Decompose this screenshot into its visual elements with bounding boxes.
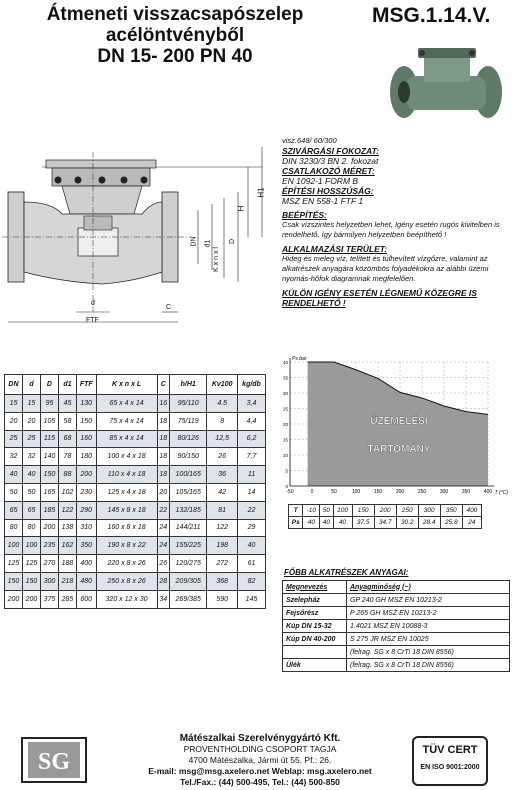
table-row: [5, 537, 266, 555]
table-cell: 105/165: [170, 483, 207, 501]
column-header: Kv100: [207, 375, 238, 395]
y-tick-label: 0: [285, 484, 288, 489]
table-cell: 40: [22, 466, 40, 484]
table-cell: 269/385: [170, 590, 207, 608]
table-cell: 95: [40, 395, 58, 413]
column-header: d: [22, 375, 40, 395]
product-code: MSG.1.14.V.: [372, 4, 491, 27]
table-cell: 65: [22, 501, 40, 519]
table-cell: GP 240 GH MSZ EN 10213-2: [347, 594, 510, 607]
table-cell: 600: [76, 590, 96, 608]
group-name: PROVENTHOLDING CSOPORT TAGJA: [183, 744, 337, 754]
table-cell: 26: [207, 448, 238, 466]
materials-table: [282, 580, 510, 672]
label-kxnxl: K x n x l: [212, 247, 220, 272]
table-cell: 100: [333, 505, 352, 517]
table-cell: 272: [207, 555, 238, 573]
table-cell: 15: [5, 395, 23, 413]
table-cell: 29: [238, 519, 266, 537]
table-cell: 95/110: [170, 395, 207, 413]
address: 4700 Mátészalka, Jármi út 55. Pf.: 26.: [188, 755, 332, 765]
x-tick-label: 200: [395, 489, 405, 495]
table-row: [283, 659, 510, 672]
column-header: kg/db: [238, 375, 266, 395]
table-cell: 58: [58, 412, 76, 430]
table-row: [289, 505, 482, 517]
table-cell: 100/165: [170, 466, 207, 484]
table-cell: 122: [207, 519, 238, 537]
label-h: H: [236, 205, 246, 212]
table-row: [5, 448, 266, 466]
table-cell: 200: [40, 519, 58, 537]
table-cell: Ülék: [283, 659, 347, 672]
table-cell: 120/275: [170, 555, 207, 573]
table-cell: 144/211: [170, 519, 207, 537]
table-row: [283, 607, 510, 620]
table-cell: 65 x 4 x 14: [96, 395, 157, 413]
table-cell: 145 x 8 x 18: [96, 501, 157, 519]
table-cell: 209/305: [170, 572, 207, 590]
table-cell: 300: [418, 505, 440, 517]
table-row: [5, 501, 266, 519]
table-cell: 50: [320, 505, 333, 517]
spec-item: SZIVÁRGÁSI FOKOZAT: DIN 3230/3 BN 2. fokozat: [282, 146, 379, 166]
table-cell: 125: [22, 555, 40, 573]
materials-header: Megnevezés Anyagminőség (~): [283, 581, 510, 594]
table-cell: 188: [58, 555, 76, 573]
table-cell: 85 x 4 x 14: [96, 430, 157, 448]
column-header: d1: [58, 375, 76, 395]
table-cell: 200: [374, 505, 396, 517]
table-cell: Fejsőrész: [283, 607, 347, 620]
table-row: [5, 430, 266, 448]
label-c: C: [166, 304, 172, 311]
table-cell: 20: [5, 412, 23, 430]
label-d1: d1: [204, 239, 212, 248]
table-cell: 80/126: [170, 430, 207, 448]
table-cell: 75/119: [170, 412, 207, 430]
table-cell: 285: [58, 590, 76, 608]
table-cell: 160: [76, 430, 96, 448]
table-cell: 270: [40, 555, 58, 573]
table-header-row: [5, 375, 266, 395]
table-cell: 18: [157, 412, 169, 430]
column-header: D: [40, 375, 58, 395]
pressure-temperature-chart: [282, 352, 510, 502]
table-cell: 190 x 8 x 22: [96, 537, 157, 555]
x-tick-label: 400: [483, 489, 493, 495]
table-row: [283, 594, 510, 607]
table-cell: 198: [207, 537, 238, 555]
dimensions-table: [4, 374, 266, 609]
iso-text: EN ISO 9001:2000: [420, 764, 480, 771]
table-cell: 290: [76, 501, 96, 519]
x-tick-label: 100: [351, 489, 361, 495]
table-cell: 80: [22, 519, 40, 537]
table-cell: 32: [22, 448, 40, 466]
table-cell: 68: [58, 430, 76, 448]
table-cell: 25.8: [440, 517, 462, 529]
table-cell: 20: [157, 483, 169, 501]
column-header: K x n x L: [96, 375, 157, 395]
spec-block: [282, 136, 508, 308]
table-cell: 300: [40, 572, 58, 590]
tuv-cert-badge: [412, 736, 488, 786]
cert-text: TÜV CERT: [422, 744, 478, 756]
table-cell: 400: [462, 505, 481, 517]
table-cell: 90/150: [170, 448, 207, 466]
y-tick-label: 35: [282, 375, 288, 381]
table-cell: 180: [76, 448, 96, 466]
table-cell: 250 x 8 x 26: [96, 572, 157, 590]
table-cell: 132/185: [170, 501, 207, 519]
table-row: [5, 572, 266, 590]
table-row: [5, 590, 266, 608]
table-cell: 150: [5, 572, 23, 590]
table-cell: 22: [238, 501, 266, 519]
table-cell: 115: [40, 430, 58, 448]
materials-title: FŐBB ALKATRÉSZEK ANYAGAI:: [284, 568, 409, 577]
table-cell: 82: [238, 572, 266, 590]
table-cell: [283, 646, 347, 659]
label-dn: DN: [190, 236, 198, 247]
table-cell: Kúp DN 40-200: [283, 633, 347, 646]
table-cell: 20: [22, 412, 40, 430]
table-row: [5, 555, 266, 573]
table-cell: 30.2: [396, 517, 418, 529]
company-name: Mátészalkai Szerelvénygyártó Kft.: [179, 733, 341, 744]
y-axis-label: Ps bar: [292, 356, 307, 362]
table-cell: 6,2: [238, 430, 266, 448]
table-cell: 155/225: [170, 537, 207, 555]
table-cell: 40: [320, 517, 333, 529]
y-tick-label: 10: [282, 453, 288, 458]
table-cell: 125: [5, 555, 23, 573]
x-tick-label: 250: [417, 489, 427, 495]
x-tick-label: 350: [461, 489, 471, 495]
company-logo: [20, 736, 88, 786]
table-row: [289, 517, 482, 529]
table-cell: Szelepház: [283, 594, 347, 607]
spec-item: ÉPÍTÉSI HOSSZÚSÁG: MSZ EN 558-1 FTF 1: [282, 186, 374, 206]
table-cell: 150: [40, 466, 58, 484]
table-cell: 40: [238, 537, 266, 555]
table-cell: 368: [207, 572, 238, 590]
table-cell: 34.7: [374, 517, 396, 529]
table-cell: 14: [238, 483, 266, 501]
table-cell: 138: [58, 519, 76, 537]
valve-photo: [384, 32, 508, 122]
table-cell: Kúp DN 15-32: [283, 620, 347, 633]
x-tick-label: 50: [331, 489, 337, 495]
table-row: [5, 412, 266, 430]
y-tick-label: 30: [282, 391, 288, 396]
y-tick-label: 15: [282, 437, 288, 443]
column-header: h/H1: [170, 375, 207, 395]
table-cell: 320 x 12 x 30: [96, 590, 157, 608]
table-cell: 140: [40, 448, 58, 466]
table-cell: 26: [157, 555, 169, 573]
table-cell: 200: [76, 466, 96, 484]
table-cell: 81: [207, 501, 238, 519]
table-cell: 235: [40, 537, 58, 555]
pressure-table: [288, 504, 482, 529]
table-cell: (felrag. SG x 8 CrTi 18 DIN 8556): [347, 646, 510, 659]
table-cell: 200: [5, 590, 23, 608]
valve-drawing: [2, 132, 274, 337]
x-tick-label: 0: [310, 489, 314, 495]
table-cell: 15: [22, 395, 40, 413]
table-cell: 78: [58, 448, 76, 466]
table-cell: 400: [76, 555, 96, 573]
table-row: [5, 483, 266, 501]
table-cell: 40: [303, 517, 320, 529]
table-cell: 36: [207, 466, 238, 484]
table-row: [283, 620, 510, 633]
table-cell: 310: [76, 519, 96, 537]
table-cell: 75 x 4 x 14: [96, 412, 157, 430]
table-cell: 100 x 4 x 18: [96, 448, 157, 466]
spec-item: ALKALMAZÁSI TERÜLET: Hideg és meleg víz, telített és túlhevített vízgőzre, valamint az alkatrészek anyagára közömbös folyadékokra az alábbi üzemi nyomás-hőfok diagramnak megfelelően.: [282, 244, 489, 283]
table-cell: 350: [440, 505, 462, 517]
table-cell: 24: [157, 537, 169, 555]
table-row: [283, 646, 510, 659]
table-cell: 145: [238, 590, 266, 608]
table-cell: 130: [76, 395, 96, 413]
label-h1: H1: [256, 187, 266, 198]
table-row: [283, 633, 510, 646]
table-cell: 590: [207, 590, 238, 608]
label-d: d: [91, 300, 95, 307]
table-row: [5, 466, 266, 484]
table-cell: 40: [333, 517, 352, 529]
spec-item: CSATLAKOZÓ MÉRET: EN 1092-1 FORM B: [282, 166, 375, 186]
x-axis-label: T (°C): [494, 490, 508, 496]
table-cell: 18: [157, 448, 169, 466]
table-cell: 125 x 4 x 18: [96, 483, 157, 501]
y-tick-label: 5: [285, 468, 288, 474]
table-cell: 34: [157, 590, 169, 608]
table-cell: T: [289, 505, 303, 517]
table-cell: 50: [22, 483, 40, 501]
label-D: D: [229, 238, 237, 245]
y-tick-label: 40: [282, 360, 288, 365]
table-cell: (felrag. SG x 8 CrTi 18 DIN 8556): [347, 659, 510, 672]
table-cell: 102: [58, 483, 76, 501]
table-cell: 1.4021 MSZ EN 10088-3: [347, 620, 510, 633]
table-cell: 220 x 8 x 26: [96, 555, 157, 573]
table-cell: 80: [5, 519, 23, 537]
table-cell: 16: [157, 395, 169, 413]
spec-item: BEÉPÍTÉS: Csak vízszintes helyzetben lehet, Igény esetén rugós kivitelben is rendelhető, így bármilyen helyzetben beépíthető !: [282, 210, 500, 239]
table-cell: 45: [58, 395, 76, 413]
table-cell: 25: [22, 430, 40, 448]
column-header: FTF: [76, 375, 96, 395]
chart-annotation: TARTOMÁNY: [367, 443, 431, 455]
table-cell: 100: [22, 537, 40, 555]
table-cell: -10: [303, 505, 320, 517]
table-cell: 40: [5, 466, 23, 484]
table-cell: 22: [157, 501, 169, 519]
table-cell: 350: [76, 537, 96, 555]
phone-contact: Tel./Fax.: (44) 500-495, Tel.: (44) 500-850: [180, 777, 340, 787]
table-cell: P 265 GH MSZ EN 10213-2: [347, 607, 510, 620]
table-row: [5, 395, 266, 413]
table-cell: 162: [58, 537, 76, 555]
table-cell: 11: [238, 466, 266, 484]
table-cell: 4,4: [238, 412, 266, 430]
table-cell: 160 x 8 x 18: [96, 519, 157, 537]
logo-text: SG: [37, 749, 71, 775]
table-cell: 150: [76, 412, 96, 430]
table-cell: 8: [207, 412, 238, 430]
table-cell: 88: [58, 466, 76, 484]
title-line-2: acélöntvényből: [105, 25, 245, 46]
table-cell: 61: [238, 555, 266, 573]
table-cell: 250: [396, 505, 418, 517]
table-cell: 28.4: [418, 517, 440, 529]
column-header: C: [157, 375, 169, 395]
table-cell: 12,5: [207, 430, 238, 448]
title-line-1: Átmeneti visszacsapószelep: [46, 4, 304, 25]
y-tick-label: 20: [282, 422, 288, 427]
table-cell: 375: [40, 590, 58, 608]
chart-annotation: ÜZEMELÉSI: [370, 416, 428, 427]
table-cell: 480: [76, 572, 96, 590]
table-cell: 50: [5, 483, 23, 501]
table-cell: Ps: [289, 517, 303, 529]
table-cell: 230: [76, 483, 96, 501]
spec-note: KÜLÖN IGÉNY ESETÉN LÉGNEMŰ KÖZEGRE IS RENDELHETŐ !: [282, 288, 477, 308]
table-cell: 105: [40, 412, 58, 430]
table-cell: 18: [157, 466, 169, 484]
table-cell: 42: [207, 483, 238, 501]
x-tick-label: 300: [439, 489, 449, 495]
table-cell: 24: [462, 517, 481, 529]
table-cell: 200: [22, 590, 40, 608]
spec-ref: visz.648/ 60/300: [282, 136, 337, 145]
table-cell: 28: [157, 572, 169, 590]
table-cell: 65: [5, 501, 23, 519]
table-cell: 7,7: [238, 448, 266, 466]
table-cell: 3,4: [238, 395, 266, 413]
table-cell: 165: [40, 483, 58, 501]
page-title: [30, 4, 320, 67]
label-ftf: FTF: [86, 317, 99, 324]
column-header: DN: [5, 375, 23, 395]
table-cell: 18: [157, 430, 169, 448]
table-cell: 4.5: [207, 395, 238, 413]
table-cell: 37.5: [352, 517, 374, 529]
title-line-3: DN 15- 200 PN 40: [97, 46, 253, 67]
table-cell: 24: [157, 519, 169, 537]
table-cell: 32: [5, 448, 23, 466]
table-cell: 122: [58, 501, 76, 519]
table-row: [5, 519, 266, 537]
y-tick-label: 25: [282, 406, 288, 412]
table-cell: 150: [352, 505, 374, 517]
table-cell: 150: [22, 572, 40, 590]
table-cell: S 275 JR MSZ EN 10025: [347, 633, 510, 646]
footer: [100, 733, 420, 788]
table-cell: 25: [5, 430, 23, 448]
table-cell: 110 x 4 x 18: [96, 466, 157, 484]
table-cell: 185: [40, 501, 58, 519]
table-cell: 100: [5, 537, 23, 555]
x-tick-label: -50: [286, 489, 294, 495]
web-contact: E-mail: msg@msg.axelero.net Weblap: msg.axelero.net: [148, 766, 372, 776]
table-cell: 218: [58, 572, 76, 590]
x-tick-label: 150: [373, 489, 383, 495]
